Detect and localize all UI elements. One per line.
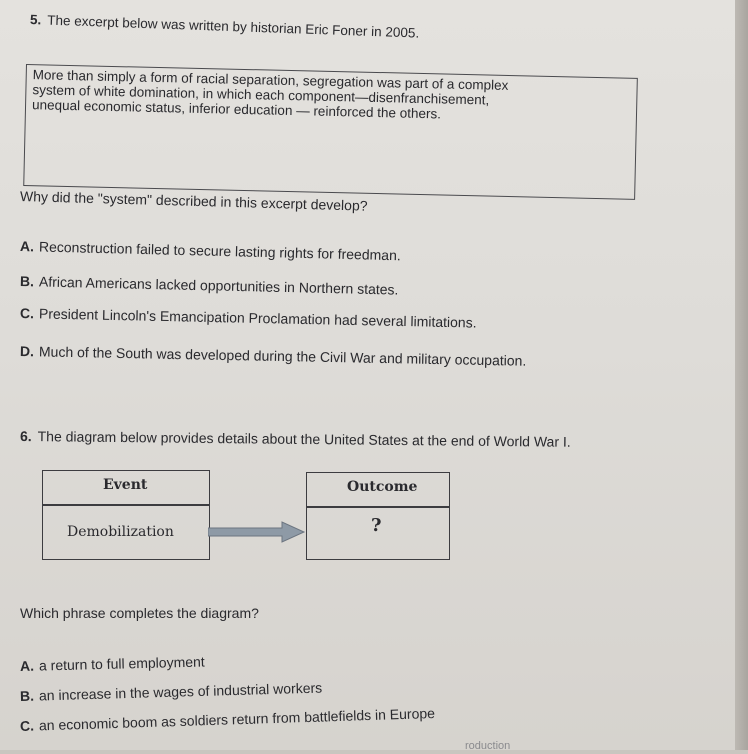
option-letter: B. [19, 273, 35, 290]
outcome-header-cell [306, 472, 450, 508]
option-letter: C. [19, 305, 35, 322]
excerpt-text: More than simply a form of racial separation, segregation was part of a complex system of white domination, in which each component—disenfranchisement, unequal economic status, inferior education — reinforced the others. [31, 67, 509, 122]
outcome-header: Outcome [347, 479, 418, 495]
option-text: an economic boom as soldiers return from battlefields in Europe [38, 704, 436, 734]
question-5-number: 5. [29, 12, 42, 28]
option-letter: B. [19, 687, 35, 704]
option-letter: A. [19, 238, 35, 255]
arrow-right-icon [208, 520, 306, 544]
event-header-cell [42, 470, 210, 506]
option-text: a return to full employment [38, 653, 205, 674]
option-text: Much of the South was developed during the Civil War and military occupation. [38, 343, 527, 369]
outcome-cell [306, 506, 450, 560]
question-6-prompt: Which phrase completes the diagram? [20, 605, 259, 621]
option-text: President Lincoln's Emancipation Proclamation had several limitations. [38, 305, 477, 331]
event-header: Event [103, 477, 148, 493]
excerpt-box [23, 64, 638, 200]
outcome-value: ? [371, 515, 382, 536]
option-letter: A. [19, 657, 35, 674]
question-6-number: 6. [19, 428, 32, 445]
question-5-prompt: Why did the "system" described in this excerpt develop? [19, 188, 368, 214]
question-6-text: The diagram below provides details about the United States at the end of World War I. [37, 428, 571, 450]
event-outcome-diagram [42, 470, 452, 562]
event-cell [42, 504, 210, 560]
event-value: Demobilization [67, 524, 174, 540]
option-text: Reconstruction failed to secure lasting rights for freedman. [38, 238, 401, 264]
option-text: African Americans lacked opportunities in Northern states. [38, 273, 399, 298]
question-5-text: The excerpt below was written by historian Eric Foner in 2005. [47, 12, 420, 41]
page-edge-shadow [735, 0, 748, 750]
option-letter: C. [19, 717, 35, 734]
option-text: an increase in the wages of industrial workers [38, 679, 323, 704]
option-letter: D. [19, 343, 35, 360]
footer-fragment: roduction [465, 740, 511, 752]
